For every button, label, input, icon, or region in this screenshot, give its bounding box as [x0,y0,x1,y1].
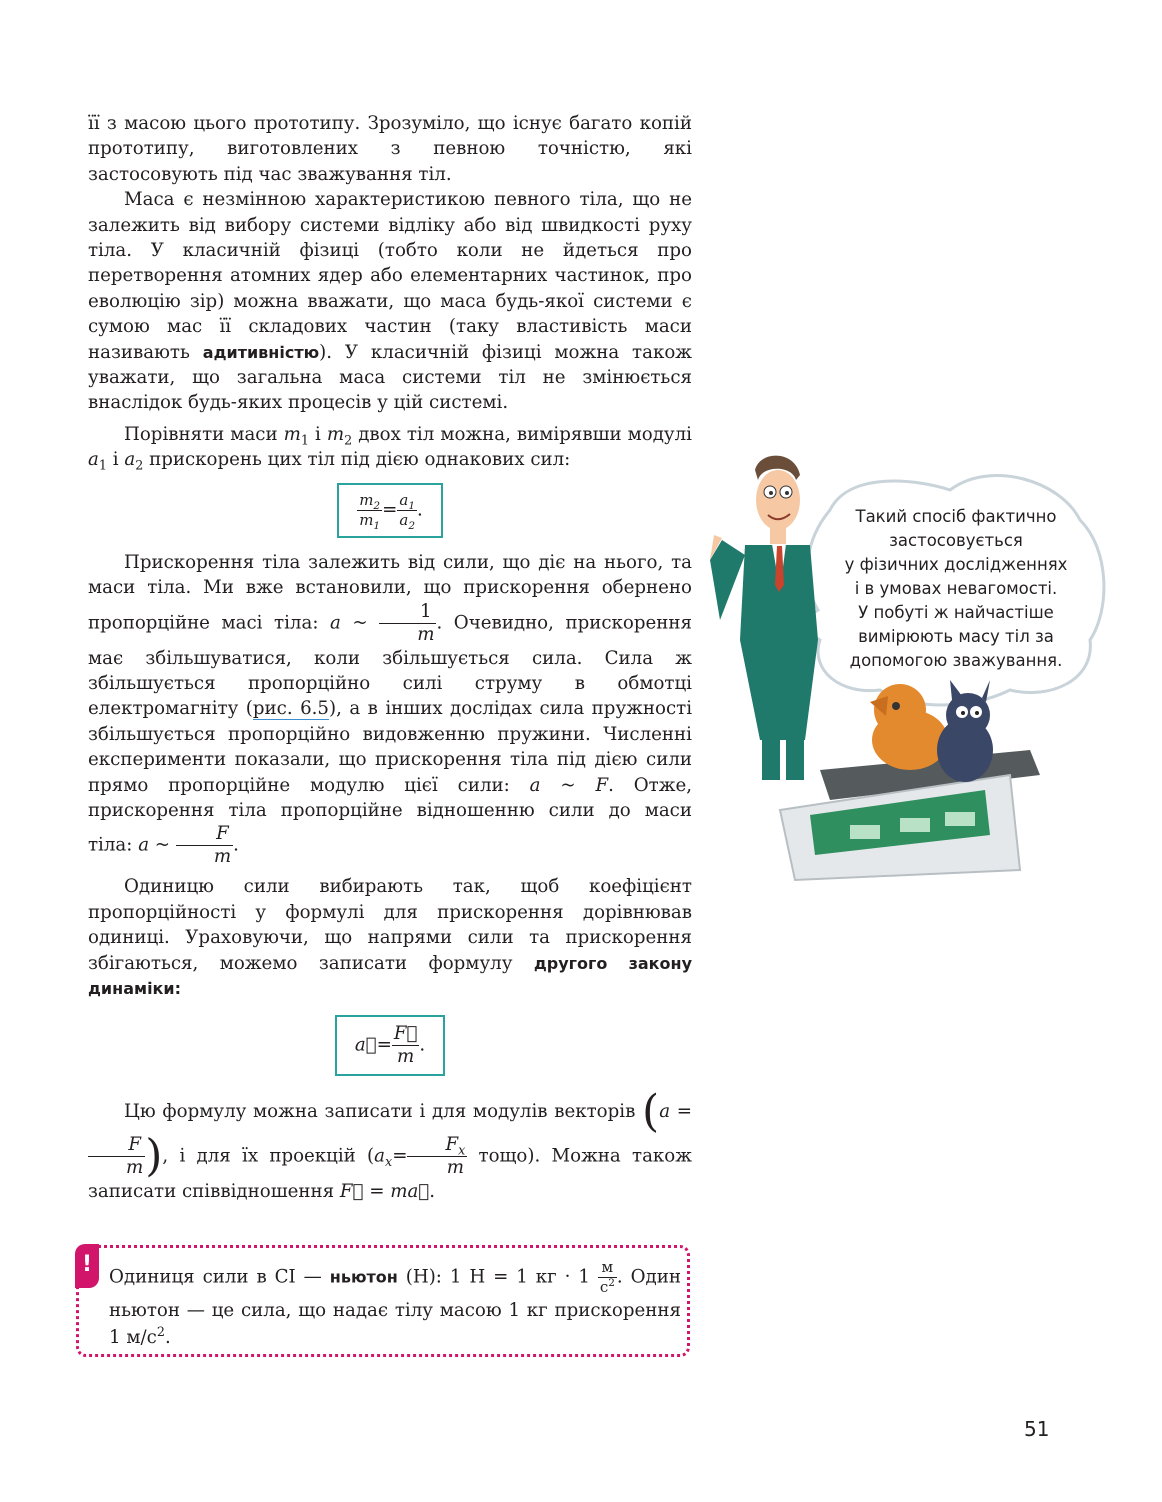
den-m-4: m [126,1157,144,1179]
fraction-F-m [176,823,233,868]
num-Fx-sub: x [458,1144,466,1160]
fraction-m2-m1 [357,491,382,530]
num-F: F [176,823,233,846]
p5-text-a: Одиницю сили вибирають так, щоб коефіцієнт пропорційності у формулі для прискорення дорівнював одиниці. Ураховуючи, що напрями сили та прискорення збігаються, можемо записати формулу [88,876,692,974]
bubble-line-2: застосовується [889,531,1023,550]
page-number: 51 [1024,1417,1050,1441]
var-a2: a [124,449,136,471]
a-prop: a ~ [330,612,380,633]
den-a2: a [399,510,409,529]
p6-text-c: тощо). Можна також записати співвідношення [88,1145,692,1203]
bubble-line-1: Такий спосіб фактично [855,507,1057,526]
var-m1: m [283,423,301,445]
paragraph-5 [88,874,692,1001]
bubble-line-4: і в умовах невагомості. [854,579,1058,598]
formula-mass-ratio [337,483,443,538]
p4-text-b: . Очевидно, прискорення має збільшуватися, коли збільшується сила. Сила ж збільшується пропорційно силі струму в обмотці електромагніту ( [88,612,692,720]
den-sub: 1 [373,519,381,532]
num-m2: m [359,490,374,509]
definition-note-box [76,1245,690,1357]
p3-text-c: двох тіл можна, вимірявши модулі [352,423,693,445]
fraction-1-m [379,601,436,646]
num-sub: 2 [373,499,381,512]
num-a1: a [399,490,409,509]
newton-formula: 1 Н = 1 кг · 1 [449,1266,598,1288]
p6-text-b: , і для їх проекцій ( [162,1145,375,1167]
note-text-d: . [164,1327,171,1348]
sub-2b: 2 [135,458,144,474]
fraction-Fx-m [407,1134,467,1179]
term-second-law: другого закону динаміки [88,953,692,998]
p4-text-c: ), а в інших дослідах сила пружності збільшується пропорційно видовженню пружини. Численні експерименти показали, що прискорення тіла під дією сили прямо пропорційне модулю цієї сили: [88,698,693,796]
main-text-column [88,111,692,1205]
paragraph-1: її з масою цього прототипу. Зрозуміло, що існує багато копій прототипу, виготовлених з певною точністю, які застосовують під час зважування тіл. [88,113,692,185]
equals-sign-2: = [376,1034,392,1056]
num-one: 1 [379,601,436,624]
bubble-line-3: у фізичних дослідженнях [844,555,1068,574]
fraction-Fvec-m [392,1023,420,1068]
a-prop-2: a ~ [138,834,176,856]
unit-num: м [598,1258,617,1278]
exclamation-icon [75,1244,99,1288]
formula-second-law [335,1015,445,1076]
p4-text-a: Прискорення тіла залежить від сили, що діє на нього, та маси тіла. Ми вже встановили, що прискорення обернено пропорційне масі тіла: [88,551,692,633]
p3-and-2: і [106,449,125,471]
equals-sign: = [382,499,398,521]
paragraph-2-text-b: ). У класичній фізиці можна також уважати, що загальна маса системи тіл не змінюється внаслідок будь-яких процесів у цій системі. [88,341,693,414]
ax: a [374,1145,385,1167]
den-m-3: m [396,1046,415,1068]
var-a1: a [88,449,99,471]
sub-2: 2 [344,433,353,449]
note-text-b: (Н): [397,1266,450,1288]
bubble-line-5: У побуті ж найчастіше [858,603,1054,622]
paragraph-4 [88,550,692,869]
den-m-5: m [446,1157,464,1179]
den-m1: m [359,510,374,529]
bubble-line-7: допомогою зважування. [849,651,1063,670]
den-a2-sub: 2 [408,519,415,532]
colon: : [174,978,182,998]
teacher-figure [710,456,818,780]
p3-text: Порівняти маси [124,423,284,445]
p6-text-a: Цю формулу можна записати і для модулів векторів [124,1101,643,1123]
term-additivity: адитивністю [202,342,320,362]
a-eq: a = [659,1101,692,1123]
vec-a: a⃗ [354,1034,377,1056]
var-m2: m [326,423,345,445]
num-Fx: F [445,1134,459,1156]
illustration [700,440,1120,900]
fraction-a1-a2 [397,491,417,530]
num-a1-sub: 1 [408,499,415,512]
period: . [417,499,423,521]
num-Fvec: F⃗ [393,1023,418,1045]
period-4: . [429,1181,436,1203]
num-F-2: F [88,1134,145,1157]
note-text-c: . Один ньютон — це сила, що надає тілу масою 1 кг прискорення 1 м/с [109,1266,681,1348]
note-text-a: Одиниця сили в СІ — [109,1266,330,1288]
unit-den-sup: 2 [608,1277,615,1289]
paren-close: ) [145,1130,163,1182]
period-3: . [419,1034,426,1056]
paragraph-6 [88,1086,692,1204]
note-text [109,1258,681,1351]
fraction-F-m-2 [88,1134,145,1179]
fraction-m-s2 [598,1258,617,1297]
unit-den: с [599,1278,609,1296]
sub-1b: 1 [98,458,107,474]
p3-text-e: прискорень цих тіл під дією однакових сил: [143,449,571,471]
period-2: . [233,834,239,856]
paragraph-3 [88,422,692,473]
F-eq-ma: F⃗ = ma⃗ [339,1181,430,1203]
paragraph-2 [88,187,692,416]
p3-and: і [308,423,327,445]
sub-1: 1 [300,433,309,449]
paragraph-2-text-a: Маса є незмінною характеристикою певного тіла, що не залежить від вибору системи відліку або від швидкості руху тіла. У класичній фізиці (тобто коли не йдеться про перетворення атомних ядер або елементарних частинок, про еволюцію зір) можна вважати, що маса будь-якої системи є сумою мас її складових частин (таку властивість маси називають [88,189,692,363]
term-newton: ньютон [329,1267,398,1287]
paren-open: ( [642,1086,660,1138]
note-sup: 2 [156,1324,165,1340]
eq-ax: = [392,1145,408,1167]
figure-link[interactable]: рис. 6.5 [252,698,330,720]
den-m: m [417,623,435,645]
den-m-2: m [213,846,232,868]
p4-text-d: . Отже, прискорення тіла пропорційне відношенню сили до маси тіла: [88,774,693,856]
a-prop-F: a ~ F [529,774,609,796]
ax-sub: x [385,1155,393,1171]
bubble-line-6: вимірюють масу тіл за [858,627,1054,646]
